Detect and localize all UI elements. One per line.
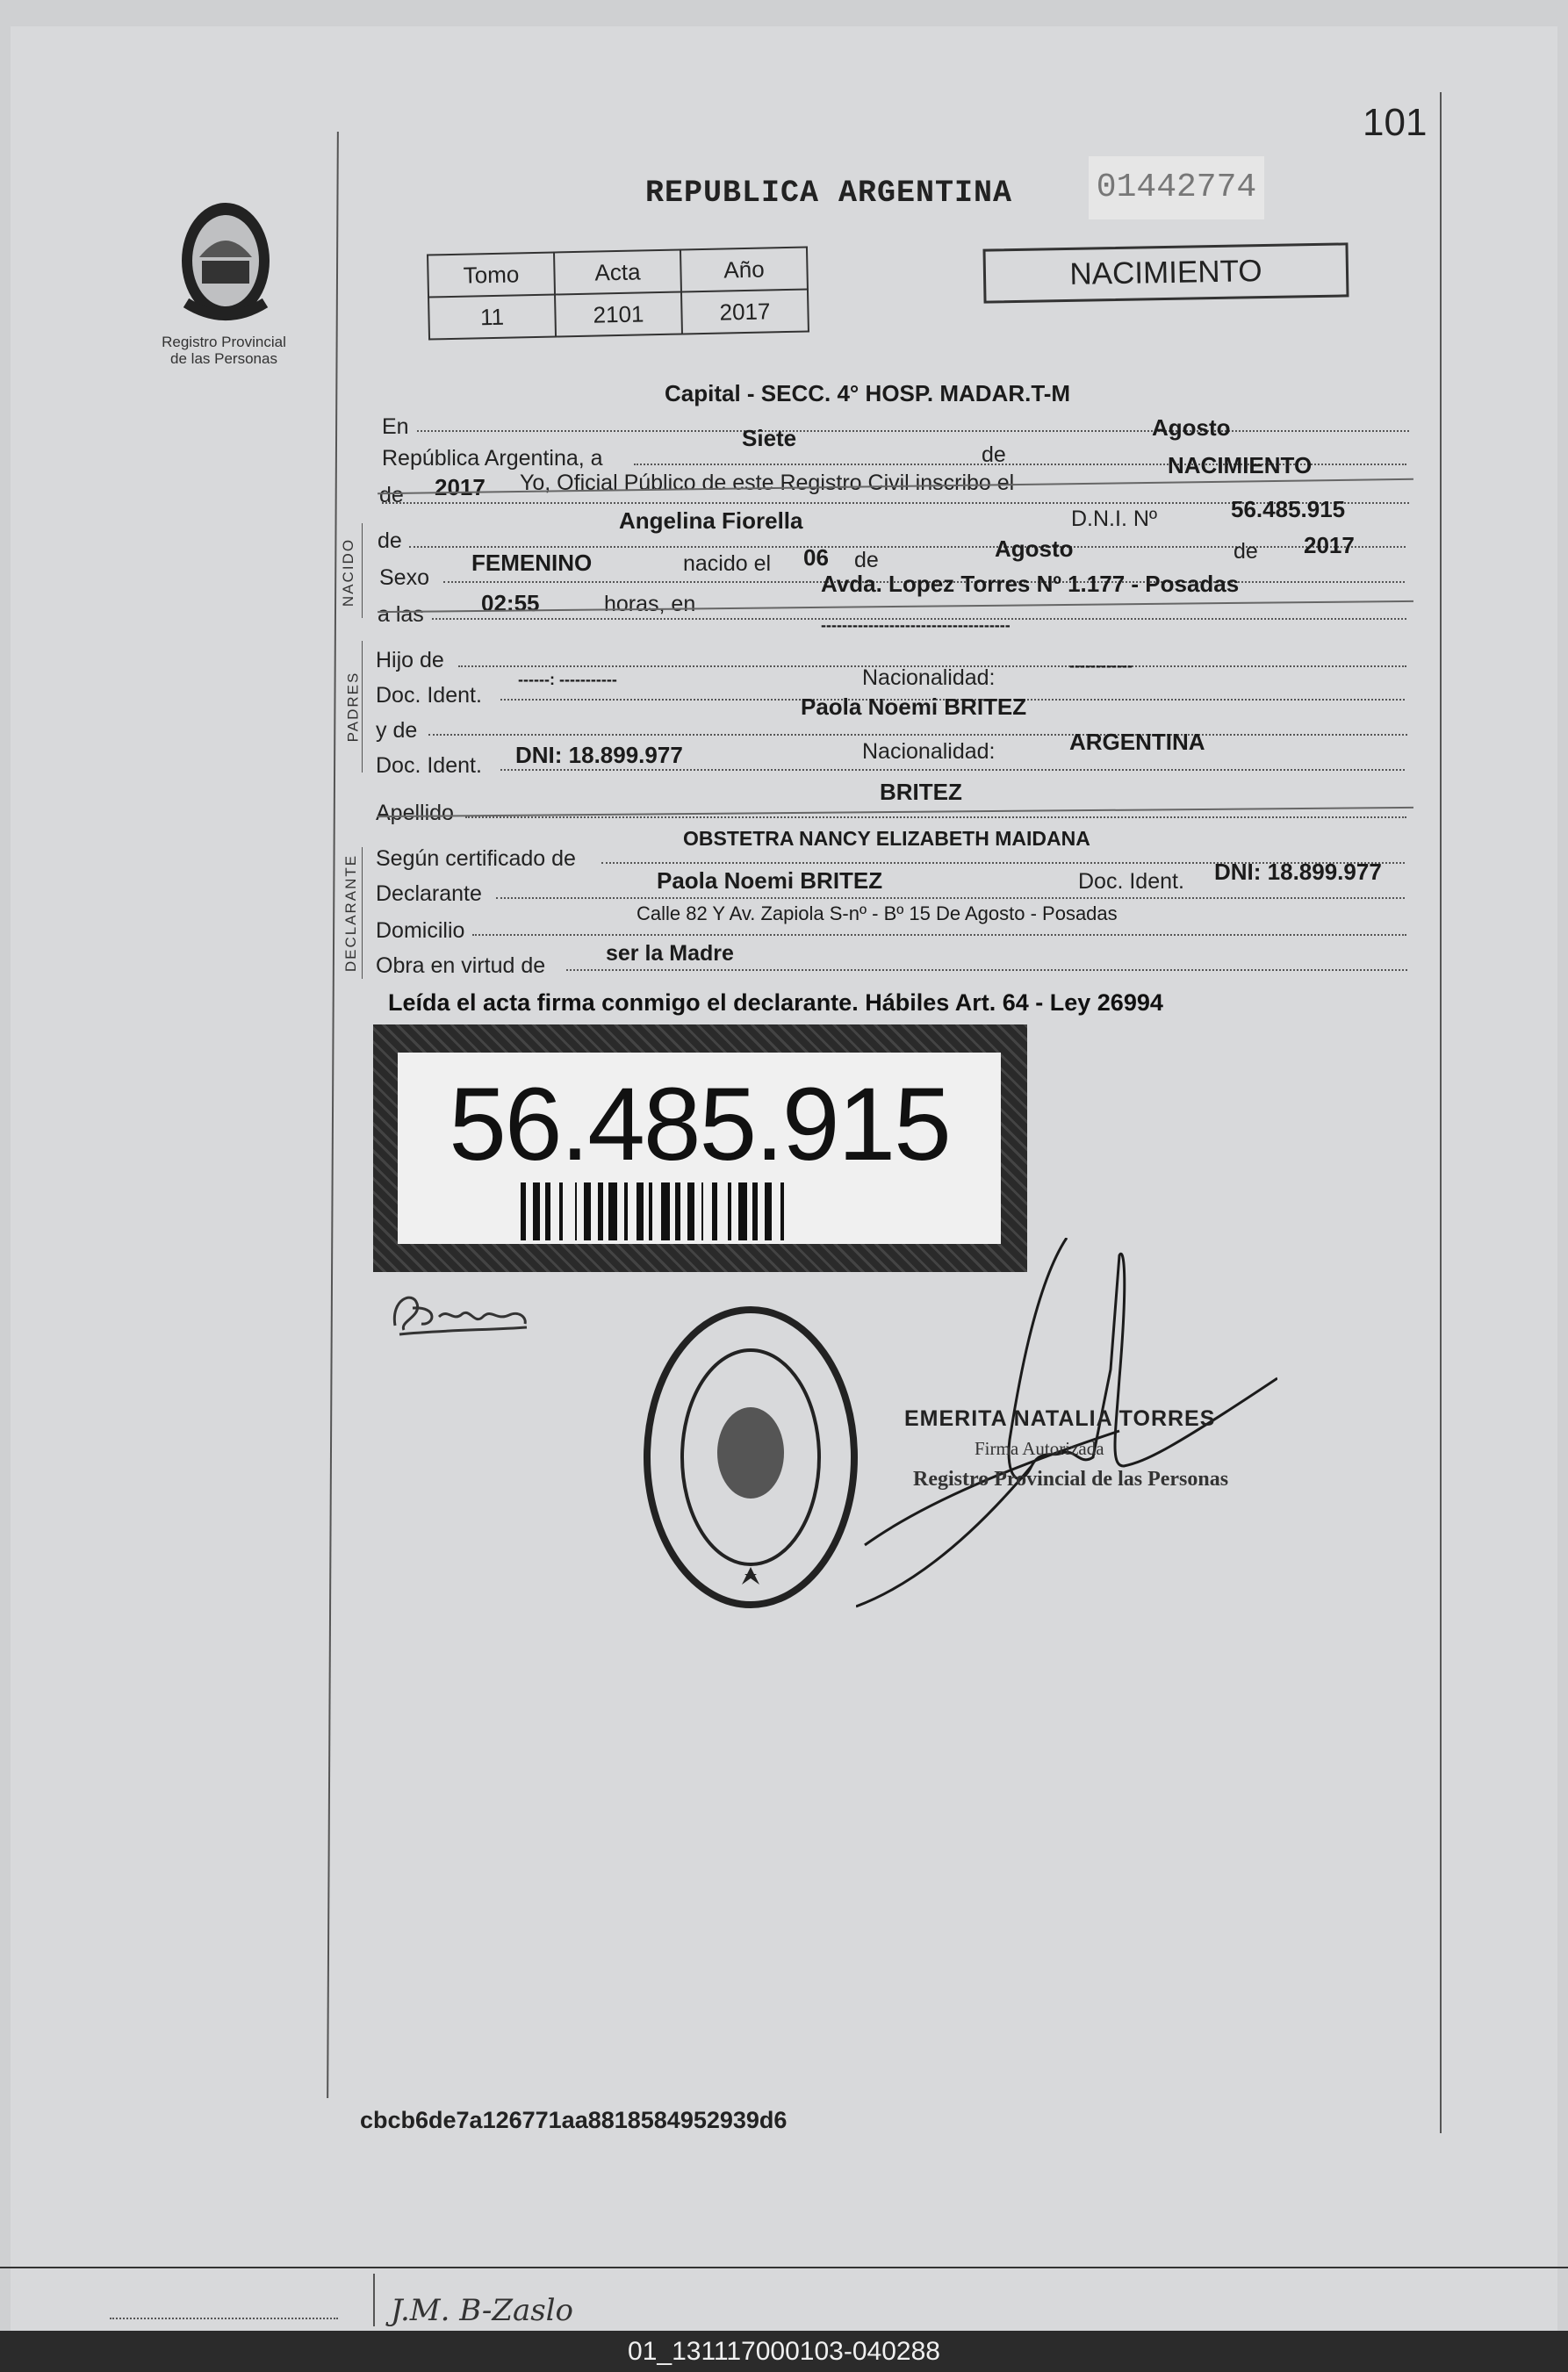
province-seal xyxy=(169,189,283,329)
registry-stamp xyxy=(641,1304,860,1611)
de-label: de xyxy=(854,548,879,572)
domicilio-value: Calle 82 Y Av. Zapiola S-nº - Bº 15 De Agosto - Posadas xyxy=(637,902,1118,924)
official-name: EMERITA NATALIA TORRES xyxy=(904,1406,1216,1431)
section-label-declarante: DECLARANTE xyxy=(342,853,360,973)
day-value: Siete xyxy=(742,425,797,451)
closing-statement: Leída el acta firma conmigo el declarante. Hábiles Art. 64 - Ley 26994 xyxy=(388,989,1163,1016)
obra-value: ser la Madre xyxy=(606,941,734,966)
sticker-dni-number: 56.485.915 xyxy=(449,1067,950,1182)
table-row xyxy=(428,289,809,339)
month-value: Agosto xyxy=(1152,414,1231,441)
section-bracket xyxy=(362,523,363,618)
obra-label: Obra en virtud de xyxy=(376,953,546,978)
dotted-line xyxy=(417,430,1409,432)
father-nationality: ------------ xyxy=(1069,657,1133,674)
child-name: Angelina Fiorella xyxy=(619,507,803,534)
coat-of-arms-icon xyxy=(169,189,283,329)
en-value: Capital - SECC. 4° HOSP. MADAR.T-M xyxy=(665,380,1071,406)
father-name: ------------------------------------ xyxy=(821,616,1011,634)
doc-ident-label: Doc. Ident. xyxy=(1078,869,1184,894)
inscribo-value: NACIMIENTO xyxy=(1168,452,1313,478)
section-bracket xyxy=(362,641,363,773)
section-label-nacido: NACIDO xyxy=(340,537,357,607)
page-number: 101 xyxy=(1363,101,1428,144)
mother-name: Paola Noemi BRITEZ xyxy=(801,694,1027,720)
dni-label: D.N.I. Nº xyxy=(1071,507,1158,531)
a-las-label: a las xyxy=(378,602,424,627)
table-cell: 2101 xyxy=(555,291,682,336)
birth-place: Avda. Lopez Torres Nº 1.177 - Posadas xyxy=(821,571,1240,597)
dotted-line xyxy=(472,934,1406,936)
republica-label: República Argentina, a xyxy=(382,446,603,471)
birth-time: 02:55 xyxy=(481,590,540,616)
dotted-line xyxy=(496,897,1405,899)
certificate-value: OBSTETRA NANCY ELIZABETH MAIDANA xyxy=(683,827,1090,850)
mother-doc: DNI: 18.899.977 xyxy=(515,742,683,768)
apellido-value: BRITEZ xyxy=(880,779,962,805)
section-label-padres: PADRES xyxy=(344,671,362,743)
de2-label: de xyxy=(379,483,404,507)
table-header-cell: Acta xyxy=(554,250,681,295)
sexo-value: FEMENINO xyxy=(471,550,593,576)
table-cell: 2017 xyxy=(681,289,809,334)
year-value: 2017 xyxy=(435,474,486,500)
serial-number: 01442774 xyxy=(1089,156,1264,219)
doc-ident-label: Doc. Ident. xyxy=(376,683,482,708)
nacido-el-label: nacido el xyxy=(683,551,772,576)
sticker-label xyxy=(398,1053,1001,1244)
tomo-acta-ano-table xyxy=(427,246,809,340)
declarant-signature xyxy=(386,1282,536,1343)
table-header-cell: Tomo xyxy=(428,253,555,298)
horas-label: horas, en xyxy=(604,592,696,616)
barcode-icon xyxy=(521,1182,876,1240)
y-de-label: y de xyxy=(376,718,418,743)
de-label: de xyxy=(1234,539,1258,564)
declarant-name: Paola Noemi BRITEZ xyxy=(657,867,883,894)
hijo-de-label: Hijo de xyxy=(376,648,444,672)
file-identifier: 01_131117000103-040288 xyxy=(628,2337,940,2366)
right-margin-line xyxy=(1440,92,1442,2133)
bottom-edge-line xyxy=(0,2267,1568,2268)
dotted-line xyxy=(500,769,1405,771)
de-label: de xyxy=(378,528,402,553)
domicilio-label: Domicilio xyxy=(376,918,465,943)
dotted-line xyxy=(110,2318,338,2319)
registry-caption xyxy=(140,334,307,367)
dotted-line xyxy=(428,734,1407,736)
document-hash: cbcb6de7a126771aa8818584952939d6 xyxy=(360,2107,788,2133)
birth-month: Agosto xyxy=(995,535,1074,562)
document-title: REPUBLICA ARGENTINA xyxy=(645,176,1013,211)
footer-signature-fragment: J.M. B-Zaslo xyxy=(391,2293,574,2328)
sexo-label: Sexo xyxy=(379,565,429,590)
en-label: En xyxy=(382,414,409,439)
mother-nationality: ARGENTINA xyxy=(1069,729,1205,755)
declarante-label: Declarante xyxy=(376,881,482,906)
nacionalidad-label: Nacionalidad: xyxy=(862,665,996,690)
dotted-line xyxy=(566,969,1407,971)
record-type-box: NACIMIENTO xyxy=(982,242,1349,303)
oficial-text: Yo, Oficial Público de este Registro Civil inscribo el xyxy=(520,471,1015,495)
birth-day: 06 xyxy=(803,544,829,571)
registry-caption-line1: Registro Provincial xyxy=(162,334,286,350)
official-org: Registro Provincial de las Personas xyxy=(913,1468,1229,1491)
apellido-label: Apellido xyxy=(376,801,454,825)
de-label: de xyxy=(982,442,1006,467)
birth-year: 2017 xyxy=(1304,532,1355,558)
dni-sticker xyxy=(373,1024,1027,1272)
registry-caption-line2: de las Personas xyxy=(170,350,277,367)
table-cell: 11 xyxy=(428,295,556,340)
star-icon xyxy=(742,1567,759,1585)
table-header-cell: Año xyxy=(680,247,808,291)
fragment-line xyxy=(373,2274,375,2326)
certificado-label: Según certificado de xyxy=(376,846,576,871)
nacionalidad-label: Nacionalidad: xyxy=(862,739,996,764)
official-role: Firma Autorizada xyxy=(975,1438,1104,1459)
dotted-line xyxy=(465,816,1406,818)
father-doc: ------: ----------- xyxy=(518,671,617,688)
doc-ident-label: Doc. Ident. xyxy=(376,753,482,778)
child-dni: 56.485.915 xyxy=(1231,496,1346,522)
declarant-doc: DNI: 18.899.977 xyxy=(1214,859,1382,885)
section-bracket xyxy=(362,847,363,979)
